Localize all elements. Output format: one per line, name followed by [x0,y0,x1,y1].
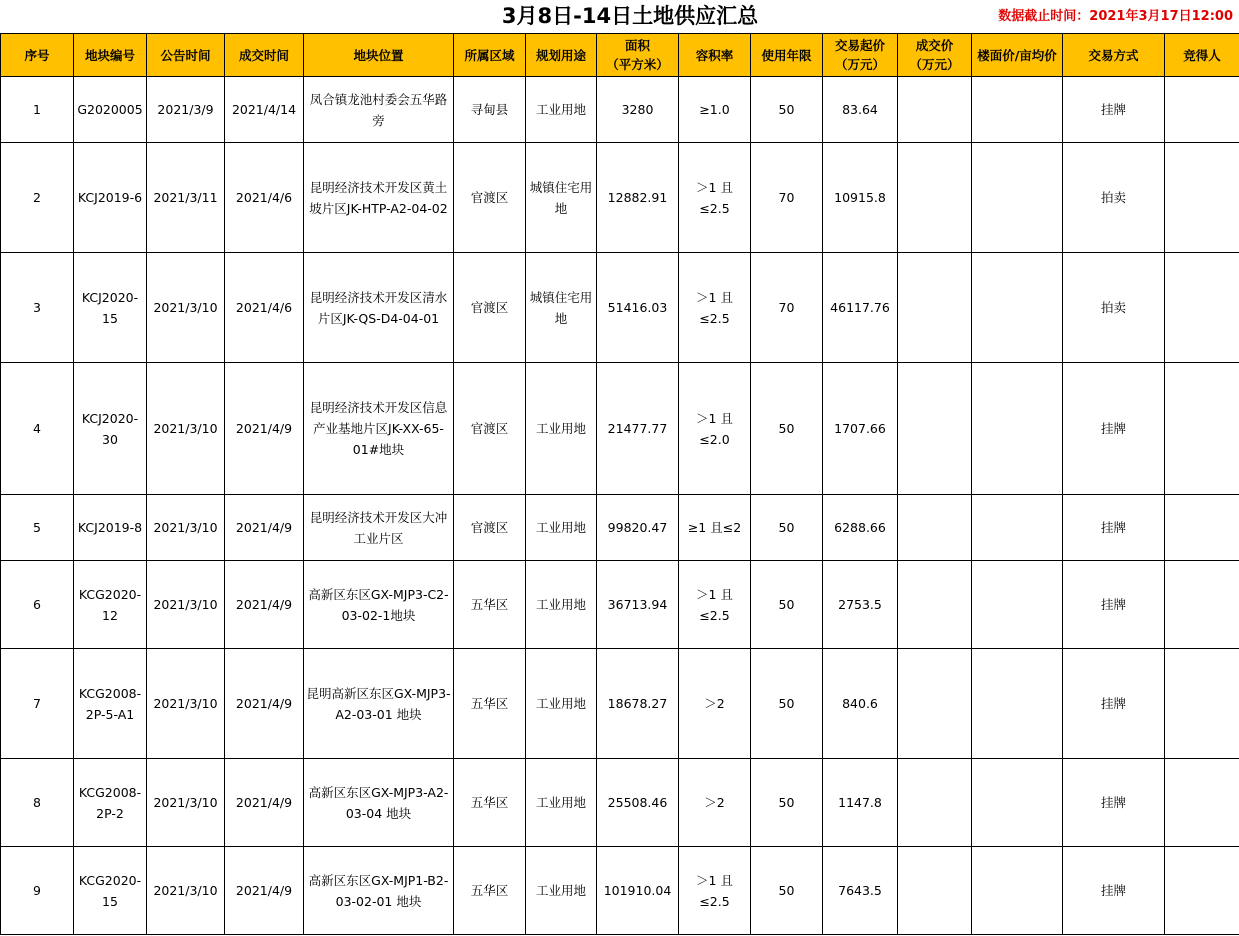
cell-plot-no: KCJ2019-6 [74,143,147,253]
cell-seq: 1 [1,77,74,143]
cell-method: 拍卖 [1063,253,1165,363]
table-row [1,77,1239,143]
cell-term: 50 [751,561,823,649]
cell-usage: 工业用地 [526,363,597,495]
cell-notice-date: 2021/3/10 [147,759,225,847]
cell-notice-date: 2021/3/11 [147,143,225,253]
cell-notice-date: 2021/3/10 [147,561,225,649]
cell-method: 挂牌 [1063,495,1165,561]
cell-deal-date: 2021/4/14 [225,77,304,143]
table-row [1,495,1239,561]
cell-notice-date: 2021/3/10 [147,363,225,495]
cell-district: 五华区 [454,561,526,649]
cell-seq: 3 [1,253,74,363]
table-row [1,847,1239,935]
cell-method: 挂牌 [1063,77,1165,143]
table-row [1,649,1239,759]
cell-district: 五华区 [454,649,526,759]
cell-far: ＞2 [679,759,751,847]
cell-deal-price [898,143,972,253]
cell-district: 寻甸县 [454,77,526,143]
cell-deal-price [898,759,972,847]
cell-notice-date: 2021/3/10 [147,253,225,363]
sheet-title: 3月8日-14日土地供应汇总 [501,4,759,28]
cell-district: 官渡区 [454,253,526,363]
cell-seq: 9 [1,847,74,935]
cell-seq: 2 [1,143,74,253]
col-header-plot-no: 地块编号 [74,34,147,77]
col-header-seq: 序号 [1,34,74,77]
cell-winner [1165,561,1239,649]
cell-unit-price [972,143,1063,253]
cell-far: ≥1.0 [679,77,751,143]
cell-term: 50 [751,77,823,143]
cell-plot-no: KCG2008-2P-2 [74,759,147,847]
cell-method: 挂牌 [1063,649,1165,759]
col-header-notice-date: 公告时间 [147,34,225,77]
cell-area: 99820.47 [597,495,679,561]
cell-notice-date: 2021/3/10 [147,847,225,935]
col-header-unit-price: 楼面价/亩均价 [972,34,1063,77]
table-row [1,561,1239,649]
cell-area: 51416.03 [597,253,679,363]
cell-winner [1165,143,1239,253]
cell-far: ＞1 且≤2.5 [679,847,751,935]
cell-location: 昆明经济技术开发区大冲工业片区 [304,495,454,561]
col-header-district: 所属区域 [454,34,526,77]
cell-term: 50 [751,847,823,935]
cell-winner [1165,649,1239,759]
cell-method: 挂牌 [1063,759,1165,847]
cell-unit-price [972,561,1063,649]
cell-plot-no: KCJ2019-8 [74,495,147,561]
cell-unit-price [972,847,1063,935]
cell-start-price: 840.6 [823,649,898,759]
cell-notice-date: 2021/3/10 [147,495,225,561]
table-body [1,77,1239,935]
col-header-method: 交易方式 [1063,34,1165,77]
cell-usage: 工业用地 [526,649,597,759]
cell-seq: 4 [1,363,74,495]
cell-usage: 工业用地 [526,561,597,649]
cell-deal-date: 2021/4/6 [225,143,304,253]
cell-far: ＞2 [679,649,751,759]
cell-winner [1165,363,1239,495]
cell-unit-price [972,649,1063,759]
cell-start-price: 1707.66 [823,363,898,495]
cell-deal-date: 2021/4/9 [225,363,304,495]
cell-usage: 工业用地 [526,759,597,847]
col-header-usage: 规划用途 [526,34,597,77]
cell-seq: 6 [1,561,74,649]
cell-term: 70 [751,143,823,253]
cell-deal-price [898,561,972,649]
cell-usage: 城镇住宅用地 [526,253,597,363]
table-row [1,759,1239,847]
col-header-far: 容积率 [679,34,751,77]
cell-location: 昆明经济技术开发区信息产业基地片区JK-XX-65-01#地块 [304,363,454,495]
cell-far: ＞1 且≤2.0 [679,363,751,495]
cell-plot-no: G2020005 [74,77,147,143]
cell-location: 凤合镇龙池村委会五华路旁 [304,77,454,143]
cell-usage: 城镇住宅用地 [526,143,597,253]
cell-usage: 工业用地 [526,847,597,935]
cell-deal-date: 2021/4/9 [225,759,304,847]
cell-notice-date: 2021/3/9 [147,77,225,143]
cell-plot-no: KCG2020-12 [74,561,147,649]
cell-unit-price [972,77,1063,143]
cell-term: 50 [751,759,823,847]
cell-method: 拍卖 [1063,143,1165,253]
cell-winner [1165,495,1239,561]
land-supply-table [0,33,1239,935]
col-header-winner: 竞得人 [1165,34,1239,77]
cell-winner [1165,253,1239,363]
col-header-area: 面积 （平方米） [597,34,679,77]
cell-area: 12882.91 [597,143,679,253]
cell-far: ＞1 且≤2.5 [679,253,751,363]
cell-deal-price [898,77,972,143]
cell-location: 高新区东区GX-MJP3-A2-03-04 地块 [304,759,454,847]
cell-far: ≥1 且≤2 [679,495,751,561]
cell-start-price: 1147.8 [823,759,898,847]
cell-plot-no: KCG2020-15 [74,847,147,935]
cell-start-price: 83.64 [823,77,898,143]
title-row [0,0,1239,33]
cell-district: 官渡区 [454,495,526,561]
cell-far: ＞1 且≤2.5 [679,143,751,253]
cell-usage: 工业用地 [526,77,597,143]
cell-usage: 工业用地 [526,495,597,561]
cell-plot-no: KCJ2020-30 [74,363,147,495]
cell-area: 3280 [597,77,679,143]
table-row [1,253,1239,363]
cell-deal-price [898,495,972,561]
cell-term: 70 [751,253,823,363]
cell-deal-price [898,649,972,759]
cell-start-price: 10915.8 [823,143,898,253]
cell-deal-price [898,847,972,935]
cell-start-price: 2753.5 [823,561,898,649]
cell-term: 50 [751,649,823,759]
cell-deal-date: 2021/4/6 [225,253,304,363]
cell-unit-price [972,253,1063,363]
cell-seq: 7 [1,649,74,759]
col-header-deal-date: 成交时间 [225,34,304,77]
col-header-start-price: 交易起价 （万元） [823,34,898,77]
cell-location: 高新区东区GX-MJP1-B2-03-02-01 地块 [304,847,454,935]
cell-district: 五华区 [454,847,526,935]
table-row [1,363,1239,495]
cell-district: 五华区 [454,759,526,847]
cell-area: 36713.94 [597,561,679,649]
cell-seq: 5 [1,495,74,561]
cell-location: 昆明经济技术开发区清水片区JK-QS-D4-04-01 [304,253,454,363]
cell-deal-date: 2021/4/9 [225,495,304,561]
data-cutoff-note: 数据截止时间：2021年3月17日12:00 [998,9,1233,24]
cell-area: 21477.77 [597,363,679,495]
cell-method: 挂牌 [1063,561,1165,649]
cell-term: 50 [751,495,823,561]
cell-method: 挂牌 [1063,363,1165,495]
cell-winner [1165,759,1239,847]
cell-area: 25508.46 [597,759,679,847]
col-header-deal-price: 成交价 （万元） [898,34,972,77]
cell-district: 官渡区 [454,143,526,253]
col-header-term: 使用年限 [751,34,823,77]
cell-district: 官渡区 [454,363,526,495]
cell-winner [1165,847,1239,935]
cell-plot-no: KCJ2020-15 [74,253,147,363]
cell-start-price: 7643.5 [823,847,898,935]
cell-far: ＞1 且≤2.5 [679,561,751,649]
cell-deal-price [898,363,972,495]
cell-winner [1165,77,1239,143]
cell-start-price: 46117.76 [823,253,898,363]
cell-deal-date: 2021/4/9 [225,561,304,649]
cell-seq: 8 [1,759,74,847]
cell-area: 18678.27 [597,649,679,759]
cell-area: 101910.04 [597,847,679,935]
cell-unit-price [972,363,1063,495]
header-row [1,34,1239,77]
cell-start-price: 6288.66 [823,495,898,561]
cell-unit-price [972,495,1063,561]
col-header-location: 地块位置 [304,34,454,77]
cell-notice-date: 2021/3/10 [147,649,225,759]
cell-location: 昆明经济技术开发区黄土坡片区JK-HTP-A2-04-02 [304,143,454,253]
cell-location: 高新区东区GX-MJP3-C2-03-02-1地块 [304,561,454,649]
cell-location: 昆明高新区东区GX-MJP3-A2-03-01 地块 [304,649,454,759]
cell-plot-no: KCG2008-2P-5-A1 [74,649,147,759]
cell-term: 50 [751,363,823,495]
table-row [1,143,1239,253]
cell-deal-price [898,253,972,363]
cell-unit-price [972,759,1063,847]
cell-deal-date: 2021/4/9 [225,847,304,935]
cell-deal-date: 2021/4/9 [225,649,304,759]
cell-method: 挂牌 [1063,847,1165,935]
